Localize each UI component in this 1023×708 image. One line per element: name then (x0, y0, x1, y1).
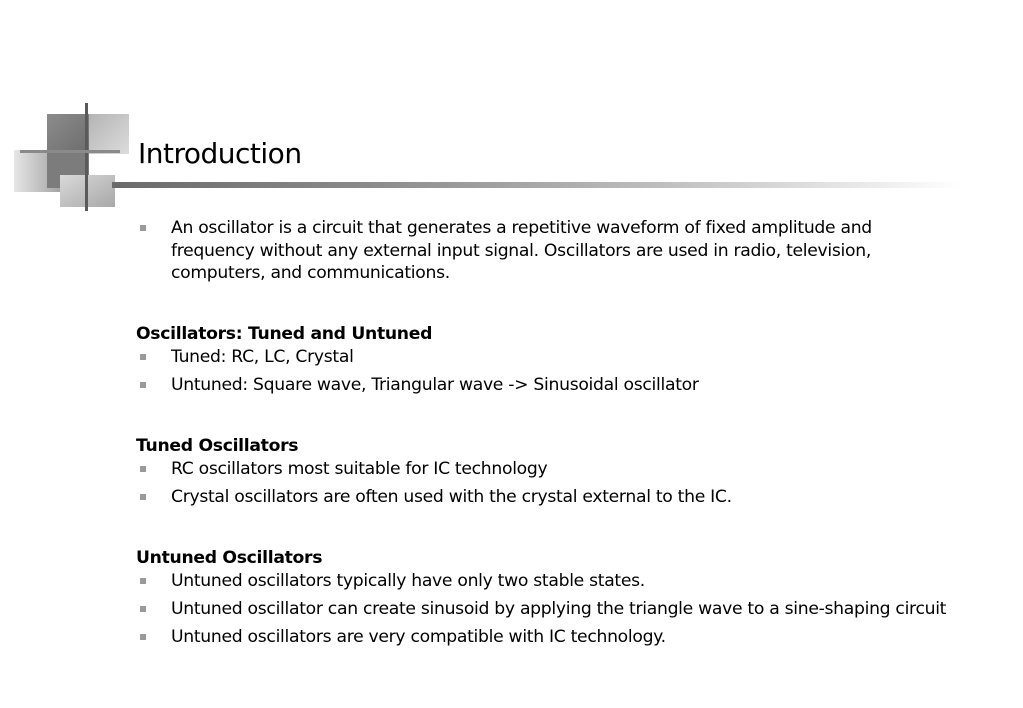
spacer (136, 402, 956, 434)
intro-list (136, 217, 956, 285)
list-item-text: Untuned oscillators typically have only two stable states. (171, 571, 645, 591)
section-list-tuned-untuned (136, 346, 956, 397)
square-bullet-icon (140, 382, 146, 388)
square-bullet-icon (140, 578, 146, 584)
title-rule (112, 182, 962, 188)
list-item-text: RC oscillators most suitable for IC technology (171, 459, 548, 479)
section-list-untuned (136, 570, 956, 649)
deco-horizontal-line (20, 150, 120, 153)
list-item (136, 486, 956, 509)
deco-vertical-line (85, 103, 88, 211)
deco-square-top-right (89, 114, 129, 154)
square-bullet-icon (140, 634, 146, 640)
section-heading-tuned-untuned: Oscillators: Tuned and Untuned (136, 324, 433, 344)
section-list-tuned (136, 458, 956, 509)
list-item (136, 217, 956, 285)
square-bullet-icon (140, 466, 146, 472)
list-item-text: Untuned oscillator can create sinusoid by applying the triangle wave to a sine-shaping circuit (171, 599, 947, 619)
list-item-text: An oscillator is a circuit that generates a repetitive waveform of fixed amplitude and frequency without any external input signal. Oscillators are used in radio, television, computers, and communications. (171, 218, 872, 283)
list-item-text: Crystal oscillators are often used with the crystal external to the IC. (171, 487, 732, 507)
slide-body (136, 217, 956, 654)
list-item (136, 458, 956, 481)
deco-square-top (47, 114, 89, 154)
square-bullet-icon (140, 225, 146, 231)
list-item-text: Untuned: Square wave, Triangular wave -> Sinusoidal oscillator (171, 375, 699, 395)
list-item-text: Untuned oscillators are very compatible with IC technology. (171, 627, 666, 647)
spacer (136, 514, 956, 546)
square-bullet-icon (140, 494, 146, 500)
square-bullet-icon (140, 354, 146, 360)
list-item (136, 598, 956, 621)
square-bullet-icon (140, 606, 146, 612)
list-item (136, 374, 956, 397)
list-item (136, 626, 956, 649)
list-item (136, 346, 956, 369)
section-heading-untuned: Untuned Oscillators (136, 548, 323, 568)
list-item (136, 570, 956, 593)
section-heading-tuned: Tuned Oscillators (136, 436, 299, 456)
list-item-text: Tuned: RC, LC, Crystal (171, 347, 354, 367)
spacer (136, 290, 956, 322)
slide-title: Introduction (138, 137, 302, 170)
